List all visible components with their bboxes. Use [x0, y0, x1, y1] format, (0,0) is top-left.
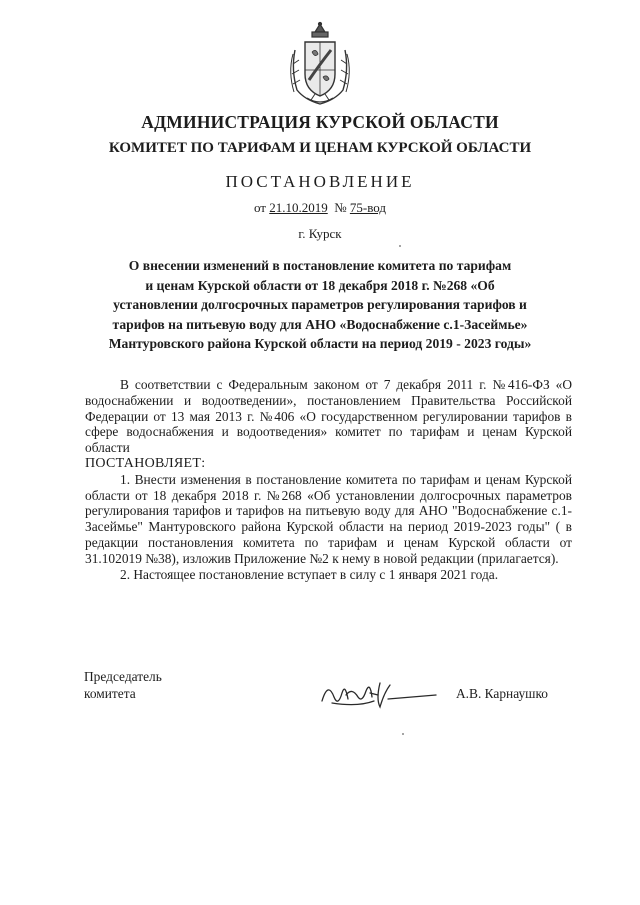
title-line: и ценам Курской области от 18 декабря 2018 г. №268 «Об [145, 277, 495, 293]
title-line: Мантуровского района Курской области на период 2019 - 2023 годы» [108, 336, 532, 351]
position-line: Председатель [84, 669, 162, 684]
number-prefix: № [334, 200, 347, 215]
resolves-heading: ПОСТАНОВЛЯЕТ: [85, 455, 206, 471]
committee-title: КОМИТЕТ ПО ТАРИФАМ И ЦЕНАМ КУРСКОЙ ОБЛАСТИ [108, 140, 532, 156]
document-body [85, 377, 572, 582]
title-line: тарифов на питьевую воду для АНО «Водоснабжение с.1-Засеймье» [112, 316, 528, 332]
document-title [80, 256, 560, 354]
handwritten-signature-icon [318, 673, 440, 713]
title-line: О внесении изменений в постановление комитета по тарифам [128, 258, 512, 273]
coat-of-arms-icon [285, 20, 355, 108]
position-line: комитета [84, 686, 136, 701]
document-date: 21.10.2019 [269, 200, 328, 215]
document-number: 75-вод [349, 200, 387, 215]
document-type: ПОСТАНОВЛЕНИЕ [225, 172, 415, 191]
title-line: установлении долгосрочных параметров регулирования тарифов и [113, 297, 527, 312]
scan-speck [399, 245, 401, 247]
date-prefix: от [253, 200, 266, 215]
item-2-paragraph: 2. Настоящее постановление вступает в силу с 1 января 2021 года. [120, 566, 499, 582]
signatory-name: А.В. Карнаушко [456, 686, 548, 701]
scan-speck [402, 733, 404, 735]
signatory-position [84, 668, 162, 702]
organization-title: АДМИНИСТРАЦИЯ КУРСКОЙ ОБЛАСТИ [141, 112, 499, 132]
city-line: г. Курск [298, 226, 342, 241]
item-1-paragraph: 1. Внести изменения в постановление комитета по тарифам и ценам Курской области от 18 декабря 2018 г. №268 «Об установлении долгосрочных параметров регулирования тарифов и тарифов на питьевую воду для АНО "Водоснабжение с.1-Засеймье" Мантуровского района Курской области на период 2019-2023 годы" ( в редакции постановления комитета по тарифам и ценам Курской области от 31.102019 №38), изложив Приложение №2 к нему в новой редакции (прилагается). [85, 471, 572, 566]
preamble-paragraph: В соответствии с Федеральным законом от 7 декабря 2011 г. №416-ФЗ «О водоснабжении и водоотведении», постановлением Правительства Российской Федерации от 13 мая 2013 г. №406 «О государственном регулировании тарифов в сфере водоснабжения и водоотведения» комитет по тарифам и ценам Курской области [85, 377, 572, 456]
date-number-line [0, 200, 640, 216]
